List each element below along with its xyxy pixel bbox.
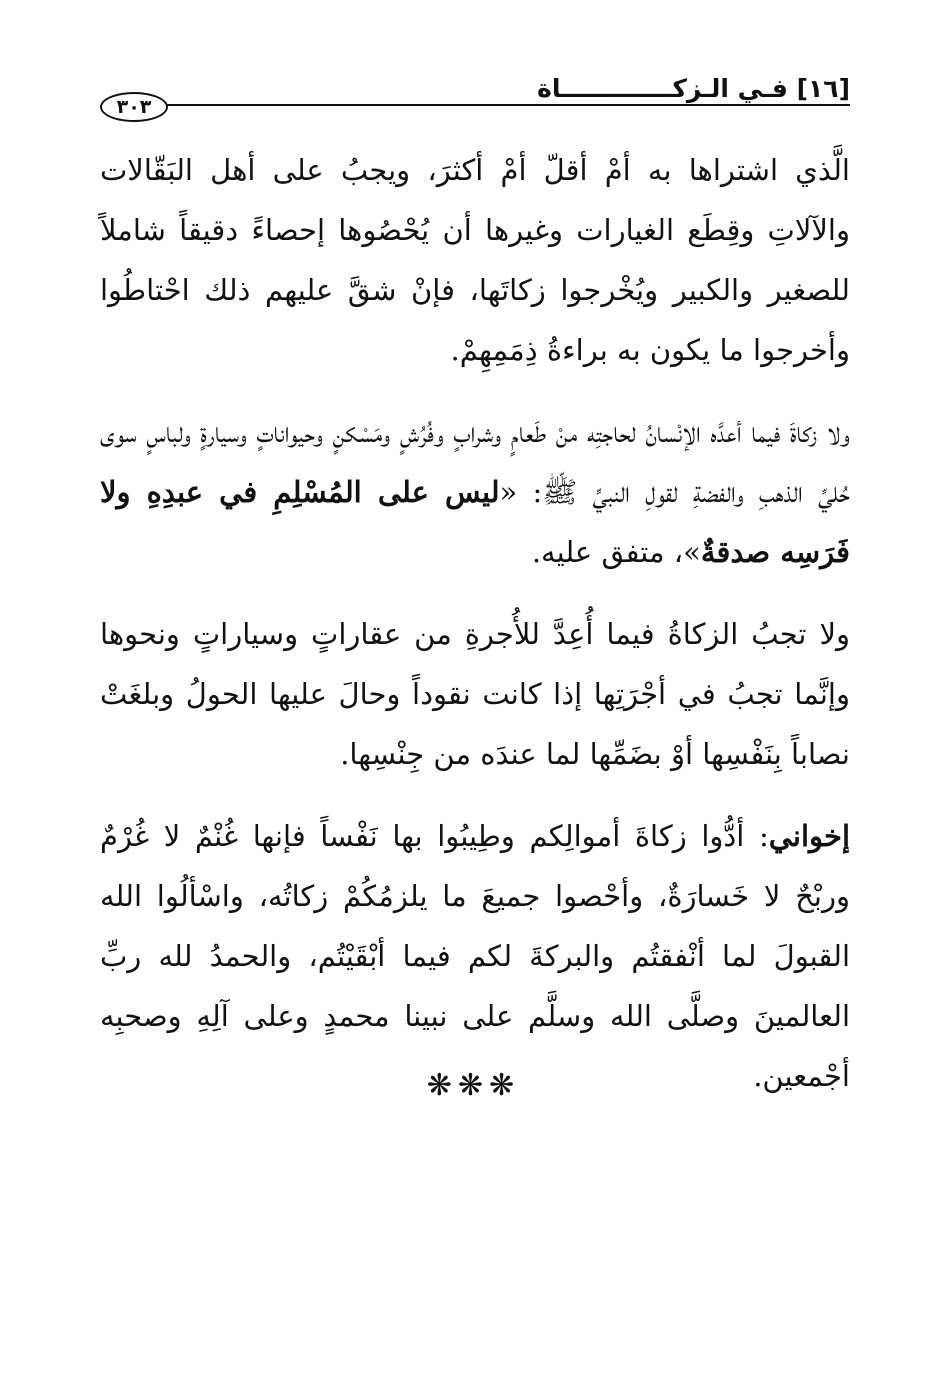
- hadith-quote: ليس على المُسْلِمِ في عبدِهِ ولا فَرَسِه صدقةٌ: [100, 475, 850, 569]
- paragraph-4-lead: إخواني: [768, 819, 850, 853]
- page-header: [100, 70, 850, 118]
- page-body: [100, 140, 850, 1128]
- header-rule: [162, 104, 850, 106]
- chapter-title: [١٦] فـي الـزكـــــــــــــاة: [537, 74, 850, 103]
- paragraph-4-body: : أدُّوا زكاةَ أموالِكم وطِيبُوا بها نَفْساً فإنها غُنْمٌ لا غُرْمٌ وربْحٌ لا خَسارَةٌ، وأحْصوا جميعَ ما يلزمُكُمْ زكاتُه، واسْألُوا الله القبولَ لما أنْفقتُم والبركةَ لكم فيما أبْقَيْتُم، والحمدُ لله ربِّ العالمينَ وصلَّى الله وسلَّم على نبينا محمدٍ وعلى آلِهِ وصحبِه أجْمعين.: [100, 819, 850, 1093]
- page-number: ٣٠٣: [100, 92, 168, 122]
- paragraph-1: الَّذي اشتراها به أمْ أقلّ أمْ أكثرَ، ويجبُ على أهل البَقّالات والآلاتِ وقِطَع الغيارات وغيرها أن يُحْصُوها إحصاءً دقيقاً شاملاً للصغير والكبير ويُخْرجوا زكاتَها، فإنْ شقَّ عليهم ذلك احْتاطُوا وأخرجوا ما يكون به براءةُ ذِمَمِهِمْ.: [100, 153, 850, 367]
- paragraph-3: ولا تجبُ الزكاةُ فيما أُعِدَّ للأُجرةِ من عقاراتٍ وسياراتٍ ونحوها وإنَّما تجبُ في أجْرَتِها إذا كانت نقوداً وحالَ عليها الحولُ وبلغَتْ نصاباً بِنَفْسِها أوْ بضَمِّها لما عندَه من جِنْسِها.: [100, 617, 850, 771]
- paragraph-2-intro: ولا زكاةَ فيما أعدَّه الإنْسانُ لحاجتِه منْ طَعامٍ وشرابٍ وفُرُشٍ ومَسْكنٍ وحيواناتٍ وسيارةٍ ولباسٍ سوى حُليِّ الذهبِ والفضةِ لقولِ النبيِّ ﷺ: «: [100, 415, 850, 509]
- section-separator: ❋❋❋: [426, 1068, 521, 1103]
- paragraph-2-source: »، متفق عليه.: [531, 535, 701, 569]
- paragraph-2: [100, 402, 850, 582]
- paragraph-4: [100, 806, 850, 1106]
